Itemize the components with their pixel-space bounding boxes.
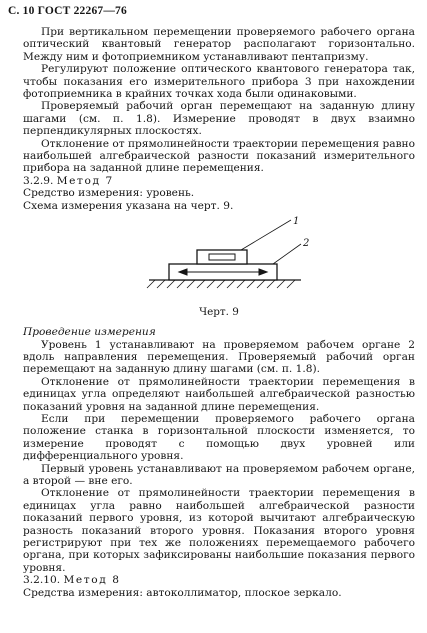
method-8-heading (23, 574, 415, 586)
paragraph-level-placement: Уровень 1 устанавливают на проверяемом рабочем органе 2 вдоль направления перемещения. Проверяемый рабочий орган перемещают на заданную длину шагами (см. п. 1.8). (23, 338, 415, 376)
page-header: С. 10 ГОСТ 22267—76 (8, 5, 127, 17)
level-scheme-drawing (141, 216, 311, 304)
method-8-number: 3.2.10. (23, 574, 61, 587)
paragraph-laser-adjust: Регулируют положение оптического квантового генератора так, чтобы показания его измерительного прибора 3 при нахождении фотоприемника в крайних точках хода были одинаковыми. (23, 63, 415, 101)
figure-caption: Черт. 9 (199, 306, 239, 319)
paragraph-measurement-steps: Проверяемый рабочий орган перемещают на заданную длину шагами (см. п. 1.8). Измерение проводят в двух взаимно перпендикулярных плоскостях. (23, 100, 415, 138)
leader-line-1 (241, 220, 291, 250)
figure-9 (23, 214, 415, 326)
paragraph-angle-deviation: Отклонение от прямолинейности траектории перемещения в единицах угла определяют наибольшей алгебраической разностью показаний уровня на заданной длине перемещения. (23, 375, 415, 413)
paragraph-deviation-result: Отклонение от прямолинейности траектории перемещения равно наибольшей алгебраической разности показаний измерительного прибора на заданной длине перемещения. (23, 137, 415, 175)
method-8-title: Метод 8 (63, 574, 121, 587)
base-hatching (147, 280, 295, 288)
label-2: 2 (303, 238, 310, 250)
procedure-heading: Проведение измерения (23, 326, 156, 339)
level-vial (209, 254, 235, 260)
paragraph-laser-vertical: При вертикальном перемещении проверяемого рабочего органа оптический квантовый генератор располагают горизонтально. Между ним и фотоприемником устанавливают пентапризму. (23, 26, 415, 63)
method-8-means: Средства измерения: автоколлиматор, плоское зеркало. (23, 586, 342, 599)
paragraph-deviation-difference: Отклонение от прямолинейности траектории перемещения в единицах угла равно наибольшей алгебраической разности показаний первого уровня, из которой вычитают алгебраическую разность показаний второго уровня. Показания второго уровня регистрируют при тех же положениях перемещаемого рабочего органа, при которых зафиксированы наибольшие показания первого уровня. (23, 487, 415, 574)
paragraph-two-levels: Если при перемещении проверяемого рабочего органа положение станка в горизонтальной плоскости изменяется, то измерение проводят с помощью двух уровней или дифференциального уровня. (23, 412, 415, 463)
paragraph-first-level: Первый уровень устанавливают на проверяемом рабочем органе, а второй — вне его. (23, 462, 415, 487)
document-body (23, 26, 415, 599)
method-7-means: Средство измерения: уровень. (23, 187, 195, 200)
method-7-number: 3.2.9. (23, 174, 54, 187)
leader-line-2 (273, 244, 301, 264)
method-7-title: Метод 7 (56, 174, 114, 187)
method-7-scheme-ref: Схема измерения указана на черт. 9. (23, 199, 234, 212)
label-1: 1 (293, 216, 300, 228)
method-7-heading (23, 175, 415, 187)
